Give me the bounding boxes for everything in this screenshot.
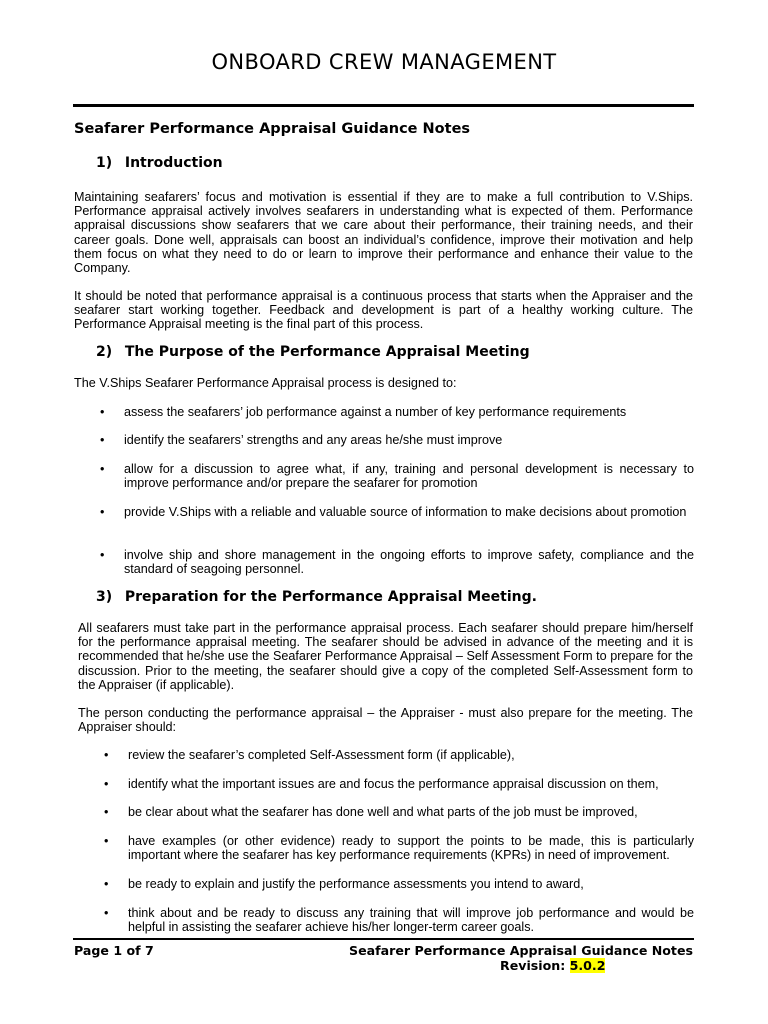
section-heading-purpose bbox=[96, 344, 530, 360]
section-title: Preparation for the Performance Appraisal Meeting. bbox=[124, 589, 537, 605]
paragraph: All seafarers must take part in the performance appraisal process. Each seafarer should prepare him/herself for the performance appraisal meeting. The seafarer should be advised in advance of the meeting and it is recommended that he/she use the Seafarer Performance Appraisal – Self Assessment Form to prepare for the discussion. Prior to the meeting, the seafarer should give a copy of the completed Self-Assessment form to the Appraiser (if applicable). bbox=[78, 621, 693, 692]
section-number: 3) bbox=[96, 589, 113, 605]
paragraph: The V.Ships Seafarer Performance Appraisal process is designed to: bbox=[74, 376, 457, 390]
list-item-text: allow for a discussion to agree what, if any, training and personal development is necessary to improve performance and/or prepare the seafarer for promotion bbox=[124, 462, 694, 491]
section-title: The Purpose of the Performance Appraisal Meeting bbox=[124, 344, 530, 360]
bullet-icon: • bbox=[104, 748, 109, 762]
bullet-icon: • bbox=[104, 805, 109, 819]
list-item-text: review the seafarer’s completed Self-Assessment form (if applicable), bbox=[128, 748, 515, 762]
paragraph: It should be noted that performance appraisal is a continuous process that starts when the Appraiser and the seafarer start working together. Feedback and development is part of a healthy working culture. The Performance Appraisal meeting is the final part of this process. bbox=[74, 289, 693, 332]
section-heading-introduction bbox=[96, 155, 223, 171]
section-number: 1) bbox=[96, 155, 113, 171]
paragraph: Maintaining seafarers’ focus and motivation is essential if they are to make a full contribution to V.Ships. Performance appraisal actively involves seafarers in understanding what is expected of them. Performance appraisal discussions show seafarers that we care about their performance, their training needs, and their career goals. Done well, appraisals can boost an individual’s confidence, improve their motivation and help them focus on what they need to do or learn to improve their performance and enhance their value to the Company. bbox=[74, 190, 693, 276]
header-divider bbox=[73, 104, 694, 107]
section-title: Introduction bbox=[124, 155, 223, 171]
list-item-text: involve ship and shore management in the ongoing efforts to improve safety, compliance and the standard of seagoing personnel. bbox=[124, 548, 694, 577]
section-heading-preparation bbox=[96, 589, 537, 605]
list-item-text: provide V.Ships with a reliable and valuable source of information to make decisions about promotion bbox=[124, 505, 687, 519]
bullet-icon: • bbox=[104, 777, 109, 791]
list-item-text: identify the seafarers’ strengths and any areas he/she must improve bbox=[124, 433, 503, 447]
bullet-icon: • bbox=[100, 462, 105, 476]
list-item-text: assess the seafarers’ job performance against a number of key performance requirements bbox=[124, 405, 627, 419]
bullet-icon: • bbox=[104, 877, 109, 891]
bullet-icon: • bbox=[104, 834, 109, 848]
bullet-icon: • bbox=[104, 906, 109, 920]
revision-value: 5.0.2 bbox=[569, 958, 606, 973]
bullet-icon: • bbox=[100, 433, 105, 447]
paragraph: The person conducting the performance appraisal – the Appraiser - must also prepare for the meeting. The Appraiser should: bbox=[78, 706, 693, 735]
bullet-icon: • bbox=[100, 405, 105, 419]
page-title: ONBOARD CREW MANAGEMENT bbox=[211, 50, 557, 74]
bullet-icon: • bbox=[100, 548, 105, 562]
list-item-text: be ready to explain and justify the performance assessments you intend to award, bbox=[128, 877, 584, 891]
footer-document-name: Seafarer Performance Appraisal Guidance Notes bbox=[349, 943, 693, 958]
document-subtitle: Seafarer Performance Appraisal Guidance Notes bbox=[74, 121, 471, 137]
footer-divider bbox=[73, 938, 694, 940]
bullet-icon: • bbox=[100, 505, 105, 519]
section-number: 2) bbox=[96, 344, 113, 360]
page-number: Page 1 of 7 bbox=[74, 943, 154, 958]
revision-label: Revision: bbox=[500, 958, 566, 973]
list-item-text: think about and be ready to discuss any training that will improve job performance and would be helpful in assisting the seafarer achieve his/her longer-term career goals. bbox=[128, 906, 694, 935]
list-item-text: have examples (or other evidence) ready to support the points to be made, this is particularly important where the seafarer has key performance requirements (KPRs) in need of improvement. bbox=[128, 834, 694, 863]
list-item-text: identify what the important issues are and focus the performance appraisal discussion on them, bbox=[128, 777, 659, 791]
footer-revision bbox=[500, 958, 605, 973]
list-item-text: be clear about what the seafarer has done well and what parts of the job must be improved, bbox=[128, 805, 638, 819]
